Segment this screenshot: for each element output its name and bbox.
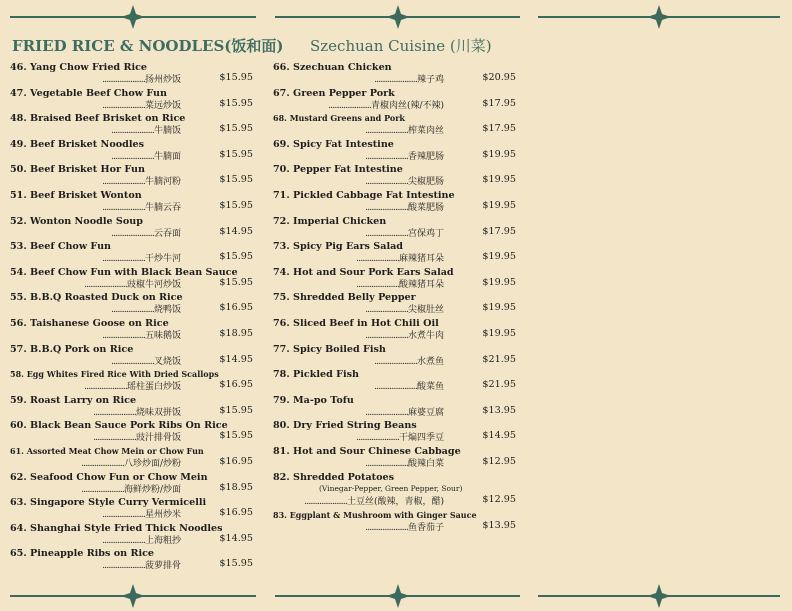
menu-item-chinese-name: .......................酸菜鱼 bbox=[374, 382, 444, 393]
menu-item-chinese-name: .......................麻辣猪耳朵 bbox=[356, 254, 444, 265]
menu-item bbox=[10, 165, 253, 191]
menu-item-chinese-name: .......................牛腩饭 bbox=[111, 126, 181, 137]
menu-item-chinese-name: .......................青椒肉丝(辣/不辣) bbox=[328, 100, 444, 111]
menu-item-name: 67. Green Pepper Pork bbox=[273, 87, 395, 99]
menu-item-name: 79. Ma-po Tofu bbox=[273, 394, 354, 406]
menu-item-price: $15.95 bbox=[219, 148, 253, 160]
menu-item-name: 72. Imperial Chicken bbox=[273, 215, 387, 227]
menu-item-name: 68. Mustard Greens and Pork bbox=[273, 113, 405, 124]
menu-item-name: 53. Beef Chow Fun bbox=[10, 241, 112, 253]
menu-item-price: $12.95 bbox=[482, 455, 516, 467]
menu-item-price: $17.95 bbox=[482, 97, 516, 109]
menu-item bbox=[10, 447, 253, 473]
menu-item-chinese-name: .......................酸辣白菜 bbox=[365, 458, 444, 469]
menu-item-name: 55. B.B.Q Roasted Duck on Rice bbox=[10, 292, 183, 304]
menu-item-name: 58. Egg Whites Fired Rice With Dried Scallops bbox=[10, 369, 219, 380]
menu-item-price: $14.95 bbox=[482, 430, 516, 442]
menu-item-name: 64. Shanghai Style Fried Thick Noodles bbox=[10, 522, 223, 534]
menu-item-name: 56. Taishanese Goose on Rice bbox=[10, 317, 169, 329]
bottom-ornament-right bbox=[538, 584, 780, 608]
menu-item-chinese-name: .......................叉烧饭 bbox=[111, 356, 181, 367]
menu-item-name: 54. Beef Chow Fun with Black Bean Sauce bbox=[10, 266, 238, 278]
menu-item-price: $15.95 bbox=[219, 404, 253, 416]
menu-item-price: $15.95 bbox=[219, 72, 253, 83]
menu-item-price: $14.95 bbox=[219, 225, 253, 237]
four-point-star-icon bbox=[386, 5, 410, 29]
menu-item-price: $15.95 bbox=[219, 430, 253, 442]
menu-item bbox=[273, 319, 516, 345]
menu-item-chinese-name: .......................上海粗抄 bbox=[102, 535, 181, 546]
menu-item bbox=[273, 165, 516, 191]
menu-item-chinese-name: .......................菜远炒饭 bbox=[102, 100, 181, 111]
menu-item-price: $13.95 bbox=[482, 404, 516, 416]
menu-item-chinese-name: .......................豉椒牛河炒饭 bbox=[84, 279, 181, 290]
menu-item-price: $15.95 bbox=[219, 558, 253, 570]
menu-item-price: $16.95 bbox=[219, 302, 253, 314]
menu-item-price: $20.95 bbox=[482, 72, 516, 83]
menu-item bbox=[273, 421, 516, 447]
menu-item-chinese-name: .......................扬州炒饭 bbox=[102, 75, 181, 85]
menu-item-chinese-name: .......................牛腩河粉 bbox=[102, 177, 181, 188]
szechuan-list bbox=[273, 63, 516, 536]
menu-item-name: 63. Singapore Style Curry Vermicelli bbox=[10, 497, 207, 509]
menu-item-price: $19.95 bbox=[482, 148, 516, 160]
menu-item-chinese-name: .......................尖椒肚丝 bbox=[365, 305, 444, 316]
menu-item-name: 83. Eggplant & Mushroom with Ginger Sauce bbox=[273, 509, 477, 520]
menu-item-price: $19.95 bbox=[482, 199, 516, 211]
menu-item-name: 50. Beef Brisket Hor Fun bbox=[10, 164, 145, 176]
menu-item-name: 81. Hot and Sour Chinese Cabbage bbox=[273, 445, 461, 457]
fried-rice-list bbox=[10, 63, 253, 575]
menu-item-price: $15.95 bbox=[219, 174, 253, 186]
menu-item-price: $14.95 bbox=[219, 532, 253, 544]
menu-item bbox=[273, 140, 516, 166]
menu-item bbox=[10, 242, 253, 268]
menu-item bbox=[273, 511, 516, 537]
menu-item-price: $17.95 bbox=[482, 225, 516, 237]
four-point-star-icon bbox=[647, 5, 671, 29]
four-point-star-icon bbox=[386, 584, 410, 608]
menu-item-name: 80. Dry Fried String Beans bbox=[273, 420, 417, 432]
menu-item-price: $18.95 bbox=[219, 327, 253, 339]
menu-item-chinese-name: .......................牛腩云吞 bbox=[102, 202, 181, 213]
menu-item bbox=[10, 498, 253, 524]
menu-item-chinese-name: .......................豉汁排骨饭 bbox=[93, 433, 181, 444]
menu-item-chinese-name: .......................土豆丝(酸辣，青椒，醋) bbox=[304, 496, 444, 507]
top-ornament-right bbox=[538, 5, 780, 29]
menu-item-chinese-name: .......................云吞面 bbox=[111, 228, 181, 239]
menu-item bbox=[10, 345, 253, 371]
szechuan-heading: Szechuan Cuisine (川菜) bbox=[310, 37, 492, 55]
menu-item-price: $13.95 bbox=[482, 519, 516, 531]
menu-item-name: 47. Vegetable Beef Chow Fun bbox=[10, 87, 167, 99]
menu-item-chinese-name: .......................尖椒肥肠 bbox=[365, 177, 444, 188]
menu-item-chinese-name: .......................星州炒米 bbox=[102, 510, 181, 521]
menu-item-price: $19.95 bbox=[482, 276, 516, 288]
menu-item bbox=[10, 114, 253, 140]
menu-item bbox=[10, 217, 253, 243]
menu-item-name: 76. Sliced Beef in Hot Chili Oil bbox=[273, 317, 439, 329]
menu-item-chinese-name: .......................榨菜肉丝 bbox=[365, 126, 444, 137]
menu-item-chinese-name: .......................牛腩面 bbox=[111, 151, 181, 162]
menu-item-chinese-name: .......................宫保鸡丁 bbox=[365, 228, 444, 239]
menu-item-price: $17.95 bbox=[482, 123, 516, 135]
menu-item bbox=[10, 319, 253, 345]
menu-item-name: 48. Braised Beef Brisket on Rice bbox=[10, 113, 186, 125]
menu-item-price: $16.95 bbox=[219, 507, 253, 519]
menu-item-price: $15.95 bbox=[219, 123, 253, 135]
menu-item-name: 46. Yang Chow Fried Rice bbox=[10, 62, 148, 73]
menu-item-name: 74. Hot and Sour Pork Ears Salad bbox=[273, 266, 454, 278]
menu-item-name: 65. Pineapple Ribs on Rice bbox=[10, 548, 155, 560]
menu-item bbox=[10, 524, 253, 550]
menu-item-chinese-name: .......................香辣肥肠 bbox=[365, 151, 444, 162]
menu-item bbox=[273, 370, 516, 396]
menu-item bbox=[10, 293, 253, 319]
menu-item bbox=[273, 89, 516, 115]
menu-item-name: 59. Roast Larry on Rice bbox=[10, 394, 137, 406]
menu-item-name: 71. Pickled Cabbage Fat Intestine bbox=[273, 189, 455, 201]
four-point-star-icon bbox=[121, 5, 145, 29]
menu-item bbox=[273, 63, 516, 89]
menu-item-name: 49. Beef Brisket Noodles bbox=[10, 138, 144, 150]
menu-item-chinese-name: .......................海鲜炒粉/炒面 bbox=[81, 484, 181, 495]
menu-item-price: $15.95 bbox=[219, 199, 253, 211]
menu-item-name: 78. Pickled Fish bbox=[273, 369, 360, 381]
menu-item bbox=[273, 447, 516, 473]
menu-item-price: $21.95 bbox=[482, 379, 516, 391]
menu-item bbox=[273, 345, 516, 371]
menu-item-price: $19.95 bbox=[482, 251, 516, 263]
menu-item-price: $19.95 bbox=[482, 174, 516, 186]
menu-item-chinese-name: .......................水煮鱼 bbox=[374, 356, 444, 367]
menu-item-name: 60. Black Bean Sauce Pork Ribs On Rice bbox=[10, 420, 228, 432]
menu-item bbox=[10, 421, 253, 447]
menu-item-note: (Vinegar-Pepper, Green Pepper, Sour) bbox=[319, 483, 463, 493]
menu-item-price: $19.95 bbox=[482, 327, 516, 339]
bottom-ornament-left bbox=[10, 584, 256, 608]
menu-item-name: 57. B.B.Q Pork on Rice bbox=[10, 343, 134, 355]
menu-item-name: 70. Pepper Fat Intestine bbox=[273, 164, 403, 176]
fried-rice-heading: FRIED RICE & NOODLES(饭和面) bbox=[12, 37, 284, 55]
menu-item-price: $14.95 bbox=[219, 353, 253, 365]
menu-item-name: 62. Seafood Chow Fun or Chow Mein bbox=[10, 471, 208, 483]
menu-item-chinese-name: .......................酸辣猪耳朵 bbox=[356, 279, 444, 290]
four-point-star-icon bbox=[647, 584, 671, 608]
menu-item-chinese-name: .......................水煮牛肉 bbox=[365, 330, 444, 341]
menu-item-price: $18.95 bbox=[219, 481, 253, 493]
menu-item bbox=[273, 268, 516, 294]
menu-item bbox=[10, 140, 253, 166]
menu-item-chinese-name: .......................酸菜肥肠 bbox=[365, 202, 444, 213]
menu-item-name: 52. Wonton Noodle Soup bbox=[10, 215, 143, 227]
top-ornament-center bbox=[275, 5, 520, 29]
menu-item-price: $15.95 bbox=[219, 97, 253, 109]
menu-item-name: 75. Shredded Belly Pepper bbox=[273, 292, 416, 304]
menu-item bbox=[10, 473, 253, 499]
menu-item-chinese-name: .......................烧味双拼饭 bbox=[93, 407, 181, 418]
menu-item-chinese-name: .......................麻婆豆腐 bbox=[365, 407, 444, 418]
menu-item-chinese-name: .......................八珍炒面/炒粉 bbox=[81, 458, 181, 469]
menu-item bbox=[10, 89, 253, 115]
menu-item-name: 51. Beef Brisket Wonton bbox=[10, 189, 142, 201]
menu-item bbox=[10, 549, 253, 575]
menu-item bbox=[10, 63, 253, 89]
four-point-star-icon bbox=[121, 584, 145, 608]
menu-item-price: $16.95 bbox=[219, 455, 253, 467]
menu-item bbox=[10, 268, 253, 294]
menu-item-price: $16.95 bbox=[219, 379, 253, 391]
menu-item-price: $15.95 bbox=[219, 251, 253, 263]
menu-item bbox=[10, 370, 253, 396]
menu-item-price: $19.95 bbox=[482, 302, 516, 314]
menu-item bbox=[10, 191, 253, 217]
menu-item-price: $15.95 bbox=[219, 276, 253, 288]
menu-item-name: 77. Spicy Boiled Fish bbox=[273, 343, 386, 355]
bottom-ornament-center bbox=[275, 584, 520, 608]
menu-item-chinese-name: .......................菠萝排骨 bbox=[102, 561, 181, 572]
menu-item-chinese-name: .......................干煸四季豆 bbox=[356, 433, 444, 444]
menu-item-name: 61. Assorted Meat Chow Mein or Chow Fun bbox=[10, 445, 204, 456]
menu-item-price: $12.95 bbox=[482, 493, 516, 505]
menu-item bbox=[273, 473, 516, 511]
menu-item bbox=[273, 217, 516, 243]
menu-item bbox=[273, 191, 516, 217]
menu-item-chinese-name: .......................五味鹅饭 bbox=[102, 330, 181, 341]
menu-item-name: 73. Spicy Pig Ears Salad bbox=[273, 241, 404, 253]
menu-item bbox=[273, 293, 516, 319]
menu-item-chinese-name: .......................瑶柱蛋白炒饭 bbox=[84, 382, 181, 393]
menu-item-chinese-name: .......................鱼香茄子 bbox=[365, 522, 444, 533]
menu-item bbox=[273, 396, 516, 422]
menu-item bbox=[273, 242, 516, 268]
menu-item-chinese-name: .......................烧鸭饭 bbox=[111, 305, 181, 316]
menu-item bbox=[273, 114, 516, 140]
menu-item-chinese-name: .......................干炒牛河 bbox=[102, 254, 181, 265]
menu-item-name: 69. Spicy Fat Intestine bbox=[273, 138, 394, 150]
menu-item-name: 66. Szechuan Chicken bbox=[273, 62, 392, 73]
menu-item bbox=[10, 396, 253, 422]
menu-item-chinese-name: .......................辣子鸡 bbox=[374, 75, 444, 85]
top-ornament-left bbox=[10, 5, 256, 29]
menu-item-price: $21.95 bbox=[482, 353, 516, 365]
menu-item-name: 82. Shredded Potatoes bbox=[273, 471, 394, 483]
